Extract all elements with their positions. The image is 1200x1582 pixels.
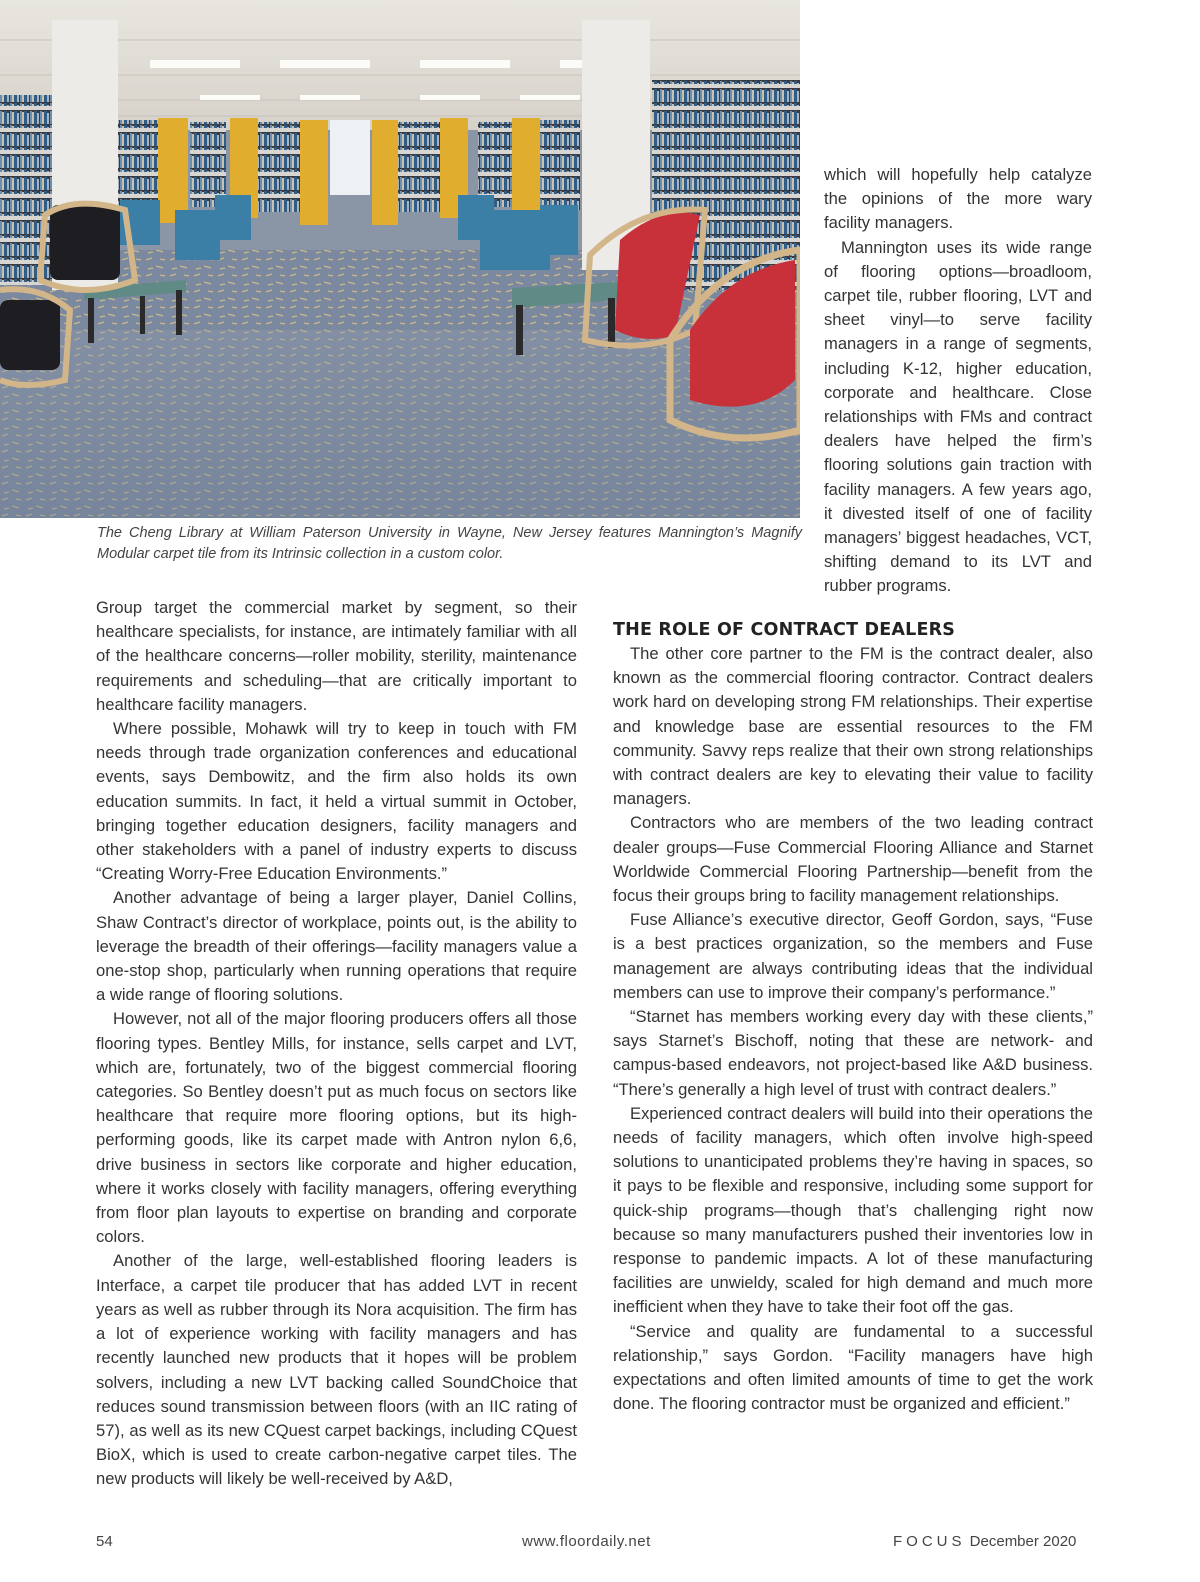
library-photo-illustration — [0, 0, 800, 518]
magazine-issue — [893, 1533, 1076, 1550]
top-right-column — [824, 163, 1092, 599]
paragraph: Contractors who are members of the two leading contract dealer groups—Fuse Commercial Flooring Alliance and Starnet Worldwide Commercial Flooring Partnership—benefit from the focus their groups bring to facility management relationships. — [613, 813, 1093, 906]
issue-date: December 2020 — [969, 1533, 1077, 1550]
page-number: 54 — [96, 1533, 113, 1550]
paragraph: Mannington uses its wide range of flooring options—broadloom, carpet tile, rubber flooring, LVT and sheet vinyl—to serve facility managers in a range of segments, including K-12, higher education, corporate and healthcare. Close relationships with FMs and contract dealers have helped the firm’s flooring solutions gain traction with facility managers. A few years ago, it divested itself of one of facility managers’ biggest headaches, VCT, shifting demand to its LVT and rubber programs. — [824, 237, 1092, 596]
paragraph: Another of the large, well-established flooring leaders is Interface, a carpet tile producer that has added LVT in recent years as well as rubber through its Nora acquisition. The firm has a lot of experience working with facility managers and has recently launched new products that it hopes will be problem solvers, including a new LVT backing called SoundChoice that reduces sound transmission between floors (with an IIC rating of 57), as well as its new CQuest carpet backings, including CQuest BioX, which is used to create carbon-negative carpet tiles. The new products will likely be well-received by A&D, — [96, 1251, 577, 1489]
paragraph: Fuse Alliance’s executive director, Geoff Gordon, says, “Fuse is a best practices organization, so the members and Fuse management are always contributing ideas that the individual members can use to improve their company’s performance.” — [613, 910, 1093, 1002]
paragraph: “Service and quality are fundamental to a successful relationship,” says Gordon. “Facility managers have high expectations and often limited amounts of time to get the work done. The flooring contractor must be organized and efficient.” — [613, 1321, 1093, 1414]
section-heading: THE ROLE OF CONTRACT DEALERS — [613, 620, 956, 640]
paragraph: The other core partner to the FM is the contract dealer, also known as the commercial flooring contractor. Contract dealers work hard on developing strong FM relationships. Their expertise and knowledge base are essential resources to the FM community. Savvy reps realize that their own strong relationships with contract dealers are key to elevating their value to facility managers. — [613, 644, 1093, 809]
paragraph: Another advantage of being a larger player, Daniel Collins, Shaw Contract’s director of workplace, points out, is the ability to leverage the breadth of their offerings—facility managers value a one-stop shop, particularly when running operations that require a wide range of flooring solutions. — [96, 888, 577, 1005]
website-url: www.floordaily.net — [522, 1533, 651, 1550]
magazine-name: FOCUS — [893, 1533, 966, 1550]
paragraph: Where possible, Mohawk will try to keep in touch with FM needs through trade organization conferences and educational events, says Dembowitz, and the firm also holds its own education summits. In fact, it held a virtual summit in October, bringing together education designers, facility managers and other stakeholders with a panel of industry experts to discuss “Creating Worry-Free Education Environments.” — [96, 719, 577, 884]
paragraph: which will hopefully help catalyze the opinions of the more wary facility managers. — [824, 165, 1092, 233]
paragraph: Group target the commercial market by segment, so their healthcare specialists, for instance, are intimately familiar with all of the healthcare concerns—roller mobility, sterility, maintenance requirements and scheduling—that are critically important to healthcare facility managers. — [96, 598, 577, 714]
paragraph: Experienced contract dealers will build into their operations the needs of facility managers, which often involve high-speed solutions to unanticipated problems they’re having in spaces, so it pays to be flexible and responsive, including some support for quick-ship programs—though that’s challenging right now because so many manufacturers pushed their inventories low in response to pandemic impacts. A lot of these manufacturing facilities are unwieldy, scaled for high demand and much more inefficient when they have to take their foot off the gas. — [613, 1103, 1093, 1317]
paragraph: However, not all of the major flooring producers offers all those flooring types. Bentley Mills, for instance, sells carpet and LVT, which are, fortunately, two of the biggest commercial flooring categories. So Bentley doesn’t put as much focus on sectors like healthcare that require more flooring options, but its high-performing goods, like its carpet made with Antron nylon 6,6, drive business in sectors like corporate and higher education, where it works closely with facility managers, offering everything from floor plan layouts to expertise on branding and corporate colors. — [96, 1009, 577, 1247]
right-column — [613, 618, 1093, 1417]
left-column — [96, 596, 577, 1492]
paragraph: “Starnet has members working every day with these clients,” says Starnet’s Bischoff, noting that these are network- and campus-based endeavors, not project-based like A&D business. “There’s generally a high level of trust with contract dealers.” — [613, 1007, 1093, 1099]
photo-caption: The Cheng Library at William Paterson University in Wayne, New Jersey features Mannington’s Magnify Modular carpet tile from its Intrinsic collection in a custom color. — [97, 525, 802, 562]
library-photo — [0, 0, 800, 518]
